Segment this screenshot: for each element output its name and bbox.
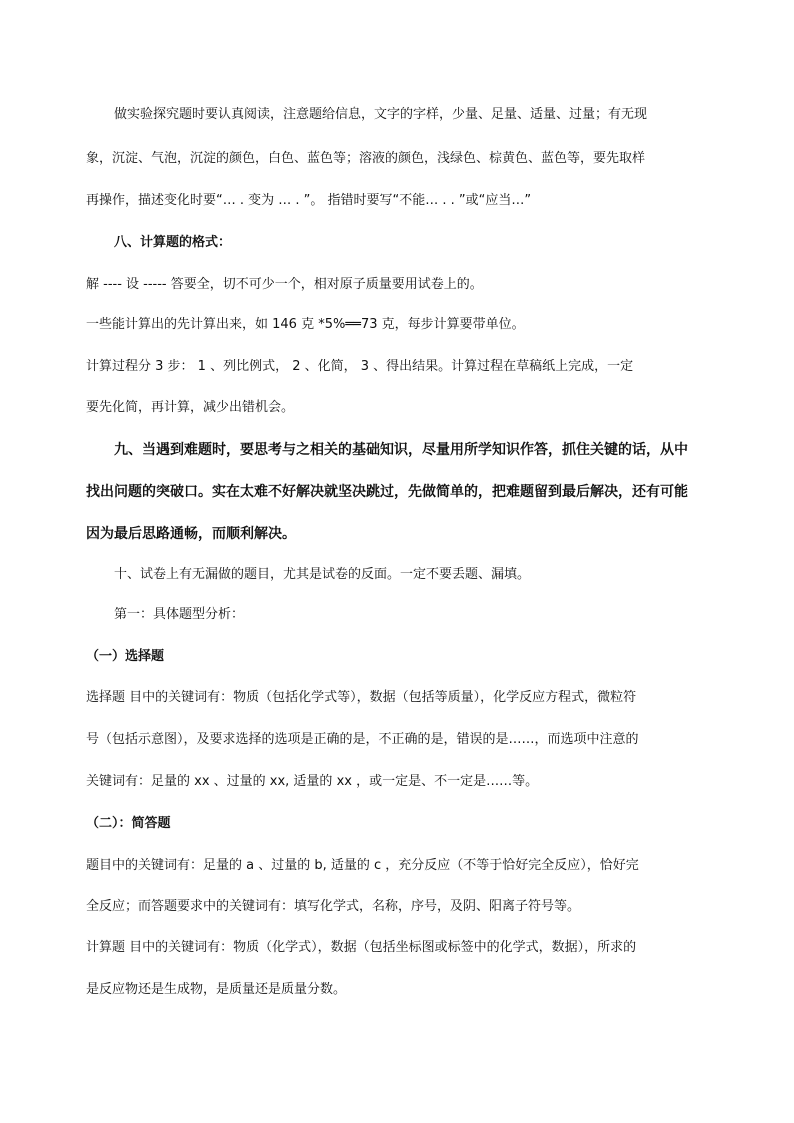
paragraph-line: 关键词有：足量的 xx 、过量的 xx, 适量的 xx ，或一定是、不一定是……等。 bbox=[86, 774, 539, 789]
paragraph-line: 选择题 目中的关键词有：物质（包括化学式等），数据（包括等质量），化学反应方程式，微粒符 bbox=[86, 690, 637, 705]
section-heading: 第一：具体题型分析： bbox=[114, 607, 245, 622]
paragraph-line: 象，沉淀、气泡，沉淀的颜色，白色、蓝色等；溶液的颜色，浅绿色、棕黄色、蓝色等，要先取样 bbox=[86, 151, 646, 166]
paragraph-line: 做实验探究题时要认真阅读，注意题给信息，文字的字样，少量、足量、适量、过量；有无现 bbox=[114, 107, 648, 122]
paragraph-line: 计算题 目中的关键词有：物质（化学式），数据（包括坐标图或标签中的化学式，数据），所求的 bbox=[86, 940, 637, 955]
paragraph-line: 全反应；而答题要求中的关键词有：填写化学式，名称，序号，及阴、阳离子符号等。 bbox=[86, 899, 581, 914]
subsection-heading: （一）选择题 bbox=[86, 649, 165, 664]
paragraph-line: 一些能计算出的先计算出来，如 146 克 *5%══73 克，每步计算要带单位。 bbox=[86, 317, 525, 332]
paragraph-line: 再操作，描述变化时要“… . 变为 … . ”。 指错时要写“不能… . . ”或“应当…” bbox=[86, 193, 532, 208]
section-heading: 九、当遇到难题时，要思考与之相关的基础知识，尽量用所学知识作答，抓住关键的话，从中 bbox=[114, 442, 688, 458]
paragraph-line: 因为最后思路通畅，而顺利解决。 bbox=[86, 526, 296, 542]
paragraph-line: 是反应物还是生成物，是质量还是质量分数。 bbox=[86, 982, 347, 997]
paragraph-line: 号（包括示意图），及要求选择的选项是正确的是，不正确的是，错误的是……，而选项中注意的 bbox=[86, 732, 639, 747]
paragraph-line: 解 ---- 设 ----- 答要全，切不可少一个，相对原子质量要用试卷上的。 bbox=[86, 277, 483, 292]
paragraph-line: 找出问题的突破口。实在太难不好解决就坚决跳过，先做简单的，把难题留到最后解决，还有可能 bbox=[86, 484, 688, 500]
section-heading: 八、计算题的格式： bbox=[114, 235, 232, 250]
paragraph-line: 题目中的关键词有：足量的 a 、过量的 b, 适量的 c ，充分反应（不等于恰好完全反应），恰好完 bbox=[86, 858, 639, 873]
paragraph-line: 计算过程分 3 步： 1 、列比例式， 2 、化简， 3 、得出结果。计算过程在草稿纸上完成，一定 bbox=[86, 359, 634, 374]
section-heading: 十、试卷上有无漏做的题目，尤其是试卷的反面。一定不要丢题、漏填。 bbox=[114, 567, 531, 582]
paragraph-line: 要先化简，再计算，减少出错机会。 bbox=[86, 400, 295, 415]
subsection-heading: （二）：简答题 bbox=[86, 816, 171, 831]
